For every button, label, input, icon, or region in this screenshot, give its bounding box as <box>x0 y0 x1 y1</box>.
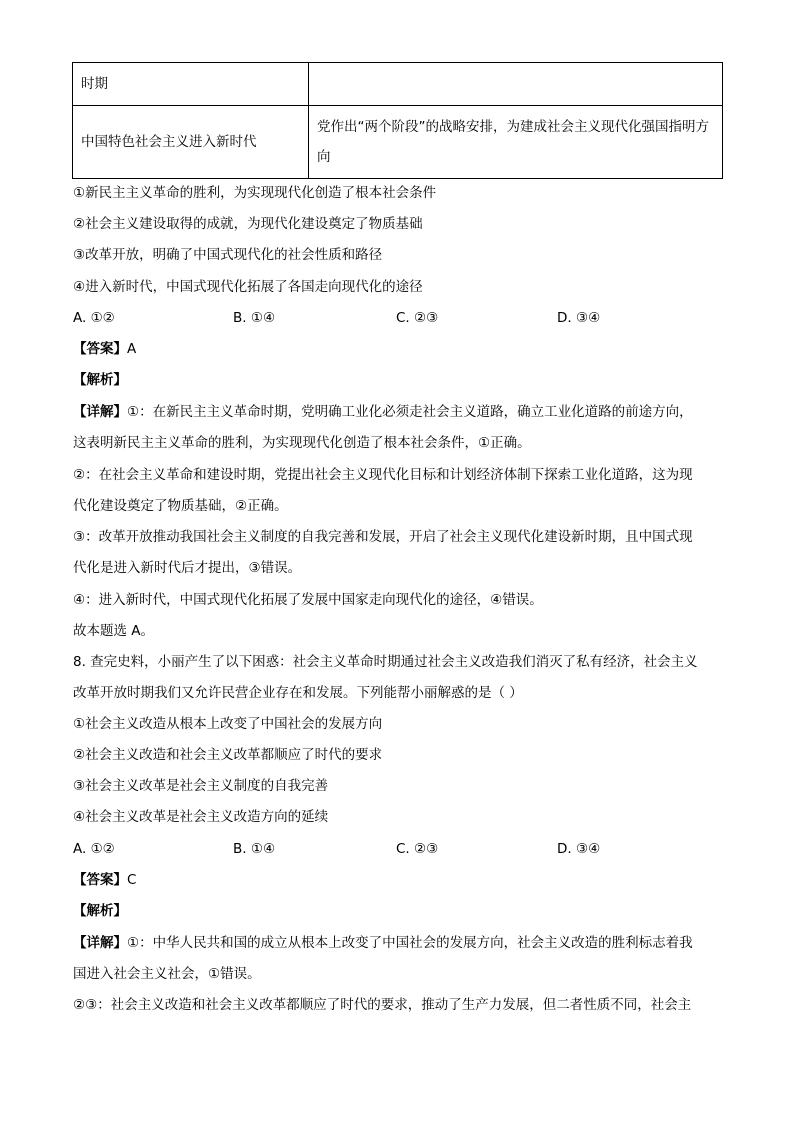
q8-stem: 改革开放时期我们又允许民营企业存在和发展。下列能帮小丽解惑的是（ ） <box>73 685 523 701</box>
q8-detail-line: ②③：社会主义改造和社会主义改革都顺应了时代的要求，推动了生产力发展，但二者性质不同，社会主 <box>73 997 692 1013</box>
detail-text: ①：中华人民共和国的成立从根本上改变了中国社会的发展方向，社会主义改造的胜利标志着我 <box>127 935 693 951</box>
q7-detail-line: 代化是进入新时代后才提出，③错误。 <box>73 560 302 576</box>
detail-label: 【详解】 <box>73 935 127 951</box>
q7-option-d: D. ③④ <box>557 310 601 326</box>
table-cell-content <box>309 63 723 106</box>
table-row <box>73 106 723 179</box>
q8-analysis-label: 【解析】 <box>73 903 127 919</box>
q8-answer <box>73 871 723 889</box>
q8-stem: 8. 查完史料，小丽产生了以下困惑：社会主义革命时期通过社会主义改造我们消灭了私有经济，社会主义 <box>73 654 698 670</box>
q8-option-b: B. ①④ <box>233 841 276 857</box>
q8-detail-line <box>73 934 723 952</box>
q7-option-a: A. ①② <box>73 310 115 326</box>
answer-label: 【答案】 <box>73 872 127 888</box>
q7-conclusion: 故本题选 A。 <box>73 623 155 639</box>
table-cell-content: 党作出“两个阶段”的战略安排，为建成社会主义现代化强国指明方向 <box>309 106 723 179</box>
q7-answer <box>73 340 723 358</box>
q7-detail-line <box>73 403 723 421</box>
q8-option-a: A. ①② <box>73 841 115 857</box>
q7-statement: ②社会主义建设取得的成就，为现代化建设奠定了物质基础 <box>73 216 423 232</box>
q8-statement: ①社会主义改造从根本上改变了中国社会的发展方向 <box>73 716 383 732</box>
q8-statement: ③社会主义改革是社会主义制度的自我完善 <box>73 778 329 794</box>
q8-statement: ②社会主义改造和社会主义改革都顺应了时代的要求 <box>73 747 383 763</box>
q7-detail-line: 代化建设奠定了物质基础，②正确。 <box>73 498 288 514</box>
answer-label: 【答案】 <box>73 341 127 357</box>
q7-statement: ④进入新时代，中国式现代化拓展了各国走向现代化的途径 <box>73 279 423 295</box>
q8-option-c: C. ②③ <box>396 841 439 857</box>
table-row <box>73 63 723 106</box>
table-cell-period: 中国特色社会主义进入新时代 <box>73 106 309 179</box>
q7-detail-line: ②：在社会主义革命和建设时期，党提出社会主义现代化目标和计划经济体制下探索工业化道路，这为现 <box>73 467 693 483</box>
q7-statement: ③改革开放，明确了中国式现代化的社会性质和路径 <box>73 247 383 263</box>
q7-option-b: B. ①④ <box>233 310 276 326</box>
period-table <box>72 62 723 179</box>
answer-value: C <box>127 872 137 888</box>
q8-detail-line: 国进入社会主义社会，①错误。 <box>73 966 261 982</box>
detail-text: ①：在新民主主义革命时期，党明确工业化必须走社会主义道路，确立工业化道路的前途方向， <box>127 404 693 420</box>
q8-statement: ④社会主义改革是社会主义改造方向的延续 <box>73 809 329 825</box>
q8-option-d: D. ③④ <box>557 841 601 857</box>
q7-statement: ①新民主主义革命的胜利，为实现现代化创造了根本社会条件 <box>73 185 437 201</box>
answer-value: A <box>127 341 137 357</box>
q7-analysis-label: 【解析】 <box>73 372 127 388</box>
q7-detail-line: ③：改革开放推动我国社会主义制度的自我完善和发展，开启了社会主义现代化建设新时期，且中国式现 <box>73 529 693 545</box>
detail-label: 【详解】 <box>73 404 127 420</box>
q7-detail-line: ④：进入新时代，中国式现代化拓展了发展中国家走向现代化的途径，④错误。 <box>73 592 543 608</box>
q7-option-c: C. ②③ <box>396 310 439 326</box>
q7-detail-line: 这表明新民主主义革命的胜利，为实现现代化创造了根本社会条件，①正确。 <box>73 435 531 451</box>
table-cell-period: 时期 <box>73 63 309 106</box>
